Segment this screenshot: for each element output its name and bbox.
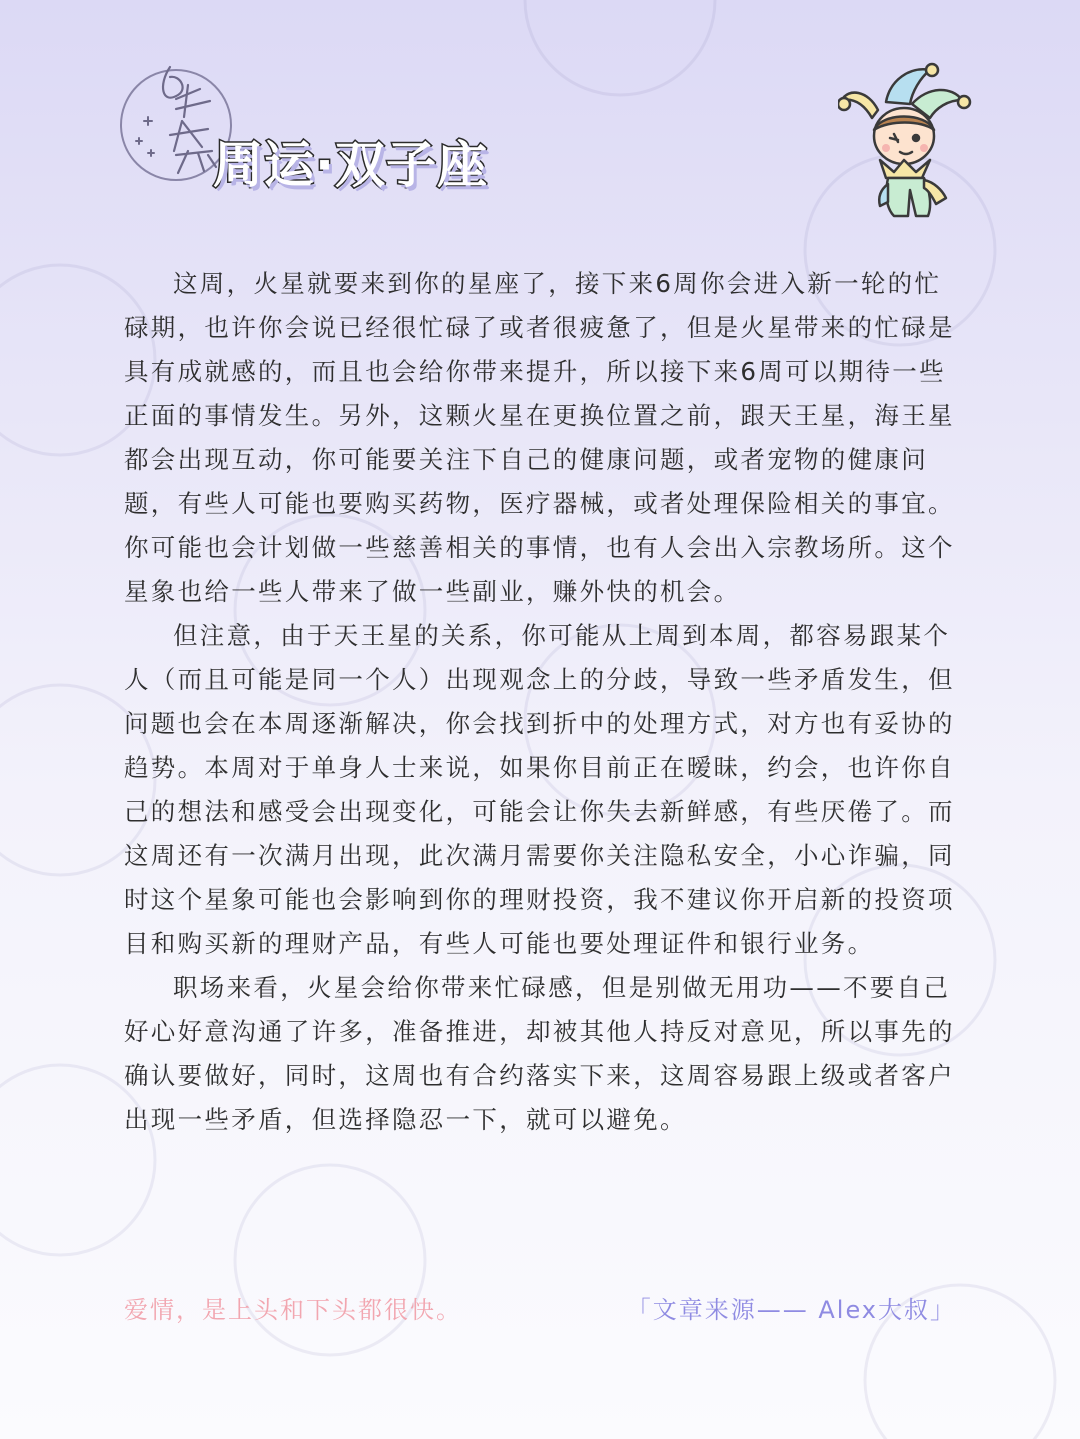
page-footer — [124, 1290, 956, 1334]
jester-mascot-icon — [838, 60, 978, 220]
page-title: 周运·双子座 — [213, 136, 488, 194]
article-paragraph: 这周，火星就要来到你的星座了，接下来6周你会进入新一轮的忙碌期，也许你会说已经很忙碌了或者很疲惫了，但是火星带来的忙碌是具有成就感的，而且也会给你带来提升，所以接下来6周可以期待一些正面的事情发生。另外，这颗火星在更换位置之前，跟天王星，海王星都会出现互动，你可能要关注下自己的健康问题，或者宠物的健康问题，有些人可能也要购买药物，医疗器械，或者处理保险相关的事宜。你可能也会计划做一些慈善相关的事情，也有人会出入宗教场所。这个星象也给一些人带来了做一些副业，赚外快的机会。 — [124, 269, 955, 606]
footer-slogan: 爱情，是上头和下头都很快。 — [124, 1296, 462, 1324]
horoscope-article — [124, 262, 964, 1142]
article-paragraph: 职场来看，火星会给你带来忙碌感，但是别做无用功——不要自己好心好意沟通了许多，准备推进，却被其他人持反对意见，所以事先的确认要做好，同时，这周也有合约落实下来，这周容易跟上级或者客户出现一些矛盾，但选择隐忍一下，就可以避免。 — [124, 973, 955, 1134]
page-header — [118, 55, 978, 225]
article-paragraph: 但注意，由于天王星的关系，你可能从上周到本周，都容易跟某个人（而且可能是同一个人）出现观念上的分歧，导致一些矛盾发生，但问题也会在本周逐渐解决，你会找到折中的处理方式，对方也有妥协的趋势。本周对于单身人士来说，如果你目前正在暧昧，约会，也许你自己的想法和感受会出现变化，可能会让你失去新鲜感，有些厌倦了。而这周还有一次满月出现，此次满月需要你关注隐私安全，小心诈骗，同时这个星象可能也会影响到你的理财投资，我不建议你开启新的投资项目和购买新的理财产品，有些人可能也要处理证件和银行业务。 — [124, 621, 955, 958]
article-source-credit: 「文章来源—— Alex大叔」 — [626, 1296, 956, 1324]
